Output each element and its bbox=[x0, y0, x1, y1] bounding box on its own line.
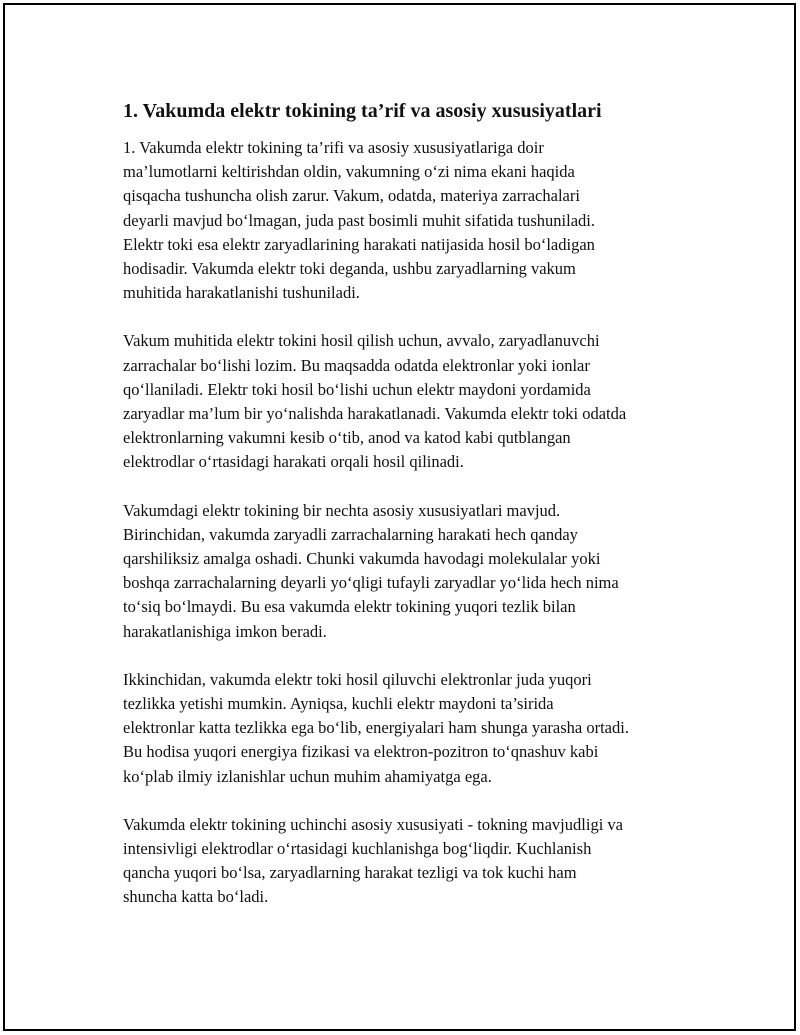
text-line: elektronlar katta tezlikka ega bo‘lib, energiyalari ham shunga yarasha ortadi. bbox=[123, 718, 629, 738]
text-line: to‘siq bo‘lmaydi. Bu esa vakumda elektr tokining yuqori tezlik bilan bbox=[123, 597, 576, 617]
text-line: tezlikka yetishi mumkin. Ayniqsa, kuchli elektr maydoni ta’sirida bbox=[123, 694, 554, 714]
paragraph-3 bbox=[123, 499, 713, 644]
text-line: elektrodlar o‘rtasidagi harakati orqali hosil qilinadi. bbox=[123, 452, 464, 472]
document-body bbox=[123, 97, 713, 934]
text-line: zarrachalar bo‘lishi lozim. Bu maqsadda odatda elektronlar yoki ionlar bbox=[123, 355, 590, 375]
text-line: 1. Vakumda elektr tokining ta’rifi va asosiy xususiyatlariga doir bbox=[123, 138, 544, 157]
text-line: Vakumdagi elektr tokining bir nechta asosiy xususiyatlari mavjud. bbox=[123, 500, 561, 520]
text-line: elektronlarning vakumni kesib o‘tib, anod va katod kabi qutblangan bbox=[123, 428, 571, 448]
text-line: boshqa zarrachalarning deyarli yo‘qligi tufayli zaryadlar yo‘lida hech nima bbox=[123, 573, 619, 593]
text-line: ko‘plab ilmiy izlanishlar uchun muhim ahamiyatga ega. bbox=[123, 766, 492, 786]
text-line: Bu hodisa yuqori energiya fizikasi va elektron-pozitron to‘qnashuv kabi bbox=[123, 742, 599, 762]
text-line: Ikkinchidan, vakumda elektr toki hosil qiluvchi elektronlar juda yuqori bbox=[123, 669, 592, 689]
text-line: qisqacha tushuncha olish zarur. Vakum, odatda, materiya zarrachalari bbox=[123, 186, 580, 206]
text-line: intensivligi elektrodlar o‘rtasidagi kuchlanishga bog‘liqdir. Kuchlanish bbox=[123, 839, 592, 859]
text-line: qancha yuqori bo‘lsa, zaryadlarning harakat tezligi va tok kuchi ham bbox=[123, 863, 577, 883]
text-line: muhitida harakatlanishi tushuniladi. bbox=[123, 283, 360, 303]
page-frame bbox=[3, 3, 796, 1031]
text-line: Elektr toki esa elektr zaryadlarining harakati natijasida hosil bo‘ladigan bbox=[123, 234, 595, 254]
paragraph-2 bbox=[123, 329, 713, 474]
text-line: Vakumda elektr tokining uchinchi asosiy xususiyati - tokning mavjudligi va bbox=[123, 814, 623, 834]
text-line: Vakum muhitida elektr tokini hosil qilish uchun, avvalo, zaryadlanuvchi bbox=[123, 331, 600, 351]
text-line: Birinchidan, vakumda zaryadli zarrachalarning harakati hech qanday bbox=[123, 524, 578, 544]
text-line: ma’lumotlarni keltirishdan oldin, vakumning o‘zi nima ekani haqida bbox=[123, 162, 575, 182]
text-line: deyarli mavjud bo‘lmagan, juda past bosimli muhit sifatida tushuniladi. bbox=[123, 210, 596, 230]
text-line: qo‘llaniladi. Elektr toki hosil bo‘lishi uchun elektr maydoni yordamida bbox=[123, 379, 591, 399]
text-line: shuncha katta bo‘ladi. bbox=[123, 887, 269, 907]
paragraph-5 bbox=[123, 813, 713, 910]
text-line: zaryadlar ma’lum bir yo‘nalishda harakatlanadi. Vakumda elektr toki odatda bbox=[123, 404, 627, 424]
text-line: hodisadir. Vakumda elektr toki deganda, ushbu zaryadlarning vakum bbox=[123, 259, 576, 279]
section-heading: 1. Vakumda elektr tokining ta’rif va asosiy xususiyatlari bbox=[123, 100, 602, 122]
paragraph-4 bbox=[123, 668, 713, 789]
paragraph-1 bbox=[123, 136, 713, 305]
text-line: qarshiliksiz amalga oshadi. Chunki vakumda havodagi molekulalar yoki bbox=[123, 549, 601, 569]
text-line: harakatlanishiga imkon beradi. bbox=[123, 621, 327, 641]
